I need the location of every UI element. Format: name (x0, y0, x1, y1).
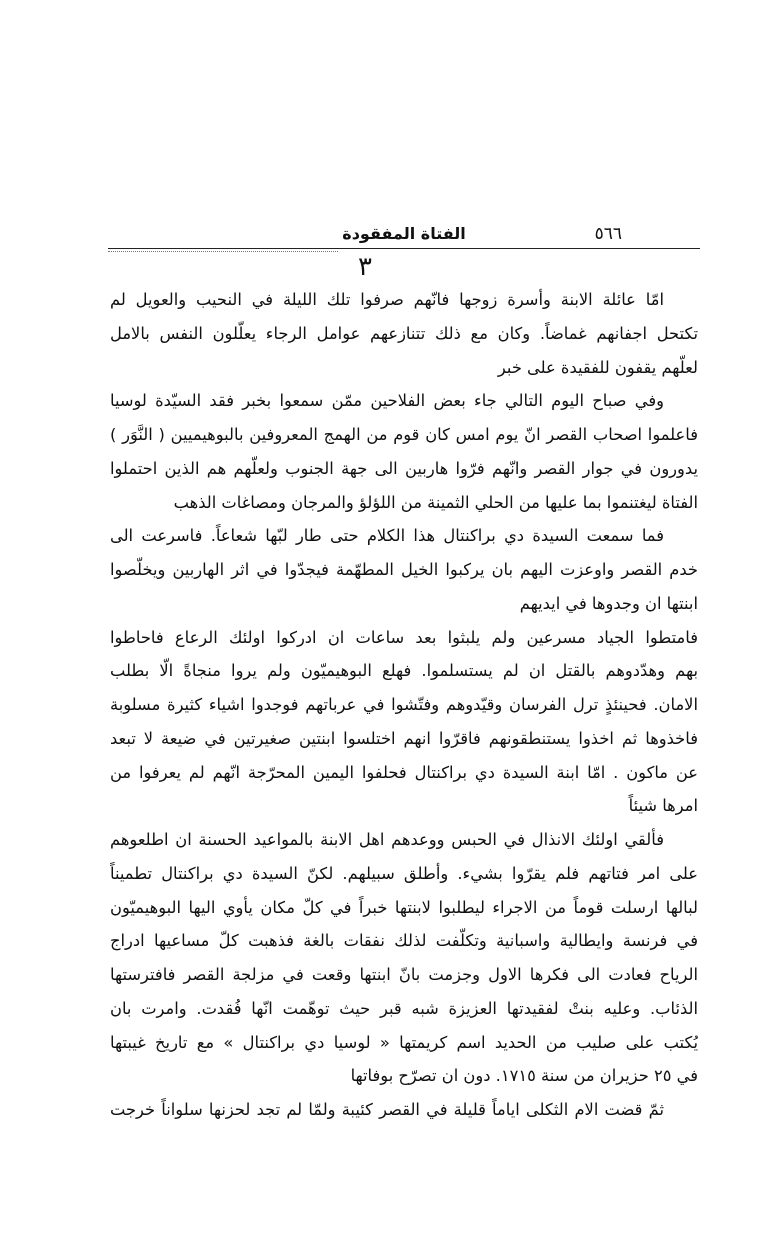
text-line: في فرنسة وايطالية واسبانية وتكلّفت لذلك نفقات بالغة فذهبت كلّ مساعيها ادراج (110, 931, 698, 951)
text-line: فامتطوا الجياد مسرعين ولم يلبثوا بعد ساعات ان ادركوا اولئك الرعاع فاحاطوا (110, 627, 698, 647)
text-line: على امر فتاتهم فلم يقرّوا بشيء. وأطلق سبيلهم. لكنّ السيدة دي براكنتال تطميناً (110, 863, 698, 883)
text-line: الذئاب. وعليه بنتْ لفقيدتها العزيزة شبه قبر حيث توهّمت انّها فُقدت. وامرت بان (110, 998, 698, 1018)
text-line: فما سمعت السيدة دي براكنتال هذا الكلام حتى طار لبّها شعاعاً. فاسرعت الى (110, 526, 664, 546)
text-line: بهم وهدّدوهم بالقتل ان لم يستسلموا. فهلع البوهيميّون ولم يروا منجاةً الّا بطلب (110, 661, 698, 681)
text-line: يُكتب على صليب من الحديد اسم كريمتها « لوسيا دي براكنتال » مع تاريخ غيبتها (110, 1032, 698, 1052)
text-line: لعلّهم يقفون للفقيدة على خبر (497, 357, 698, 377)
text-line: عن ماكون . امّا ابنة السيدة دي براكنتال فحلفوا اليمين المحرّجة انّهم لم يعرفوا من (110, 762, 698, 782)
text-line: الفتاة ليغتنموا بما عليها من الحلي الثمينة من اللؤلؤ والمرجان ومصاغات الذهب (173, 492, 698, 512)
text-line: وفي صباح اليوم التالي جاء بعض الفلاحين ممّن سمعوا بخبر فقد السيّدة لوسيا (110, 391, 664, 411)
text-line: ثمّ قضت الام الثكلى اياماً قليلة في القصر كئيبة ولمّا لم تجد لحزنها سلواناً خرجت (110, 1100, 664, 1119)
text-line: فاعلموا اصحاب القصر انّ يوم امس كان قوم من الهمج المعروفين بالبوهيميين ( النَّوَر ) (110, 425, 698, 444)
text-line: لبالها ارسلت قوماً من الاجراء ليطلبوا لابنتها خبراً في كلّ مكان يأوي اليها البوهيميّون (110, 897, 698, 917)
text-line: امّا عائلة الابنة وأسرة زوجها فانّهم صرفوا تلك الليلة في النحيب والعويل لم (110, 290, 664, 309)
chapter-number: ٣ (358, 252, 372, 282)
text-line: فاخذوها ثم اخذوا يستنطقونهم فاقرّوا انهم اختلسوا ابنتين صغيرتين في ضيعة لا تبعد (110, 728, 698, 748)
text-line: خدم القصر واوعزت اليهم بان يركبوا الخيل المطهّمة فيجدّوا في اثر الهاربين ويخلّصوا (110, 560, 698, 579)
text-line: يدورون في جوار القصر وانّهم فرّوا هاربين الى جهة الجنوب ولعلّهم هم الذين احتملوا (110, 458, 698, 478)
text-line: الرياح فعادت الى فكرها الاول وجزمت بانّ ابنتها وقعت في مزلجة القصر فافترستها (110, 965, 698, 984)
page-header (108, 224, 700, 250)
text-line: ابنتها ان وجدوها في ايديهم (519, 593, 698, 613)
text-line: فألقي اولئك الانذال في الحبس ووعدهم اهل الابنة بالمواعيد الحسنة ان اطلعوهم (110, 830, 664, 849)
text-line: في ٢٥ حزيران من سنة ١٧١٥. دون ان تصرّح بوفاتها (350, 1066, 698, 1086)
text-line: الامان. فحينئذٍ ترل الفرسان وقيّدوهم وفتّشوا في عرباتهم فوجدوا اشياء كثيرة مسلوبة (110, 695, 698, 714)
text-line: تكتحل اجفانهم غماضاً. وكان مع ذلك تتنازعهم عوامل الرجاء يعلّلون النفس بالامل (110, 323, 698, 343)
page-number: ٥٦٦ (594, 224, 622, 244)
text-line: امرها شيئاً (628, 796, 698, 816)
body-text (110, 283, 698, 1127)
header-rule (108, 248, 700, 249)
running-title: الفتاة المفقودة (342, 224, 466, 243)
